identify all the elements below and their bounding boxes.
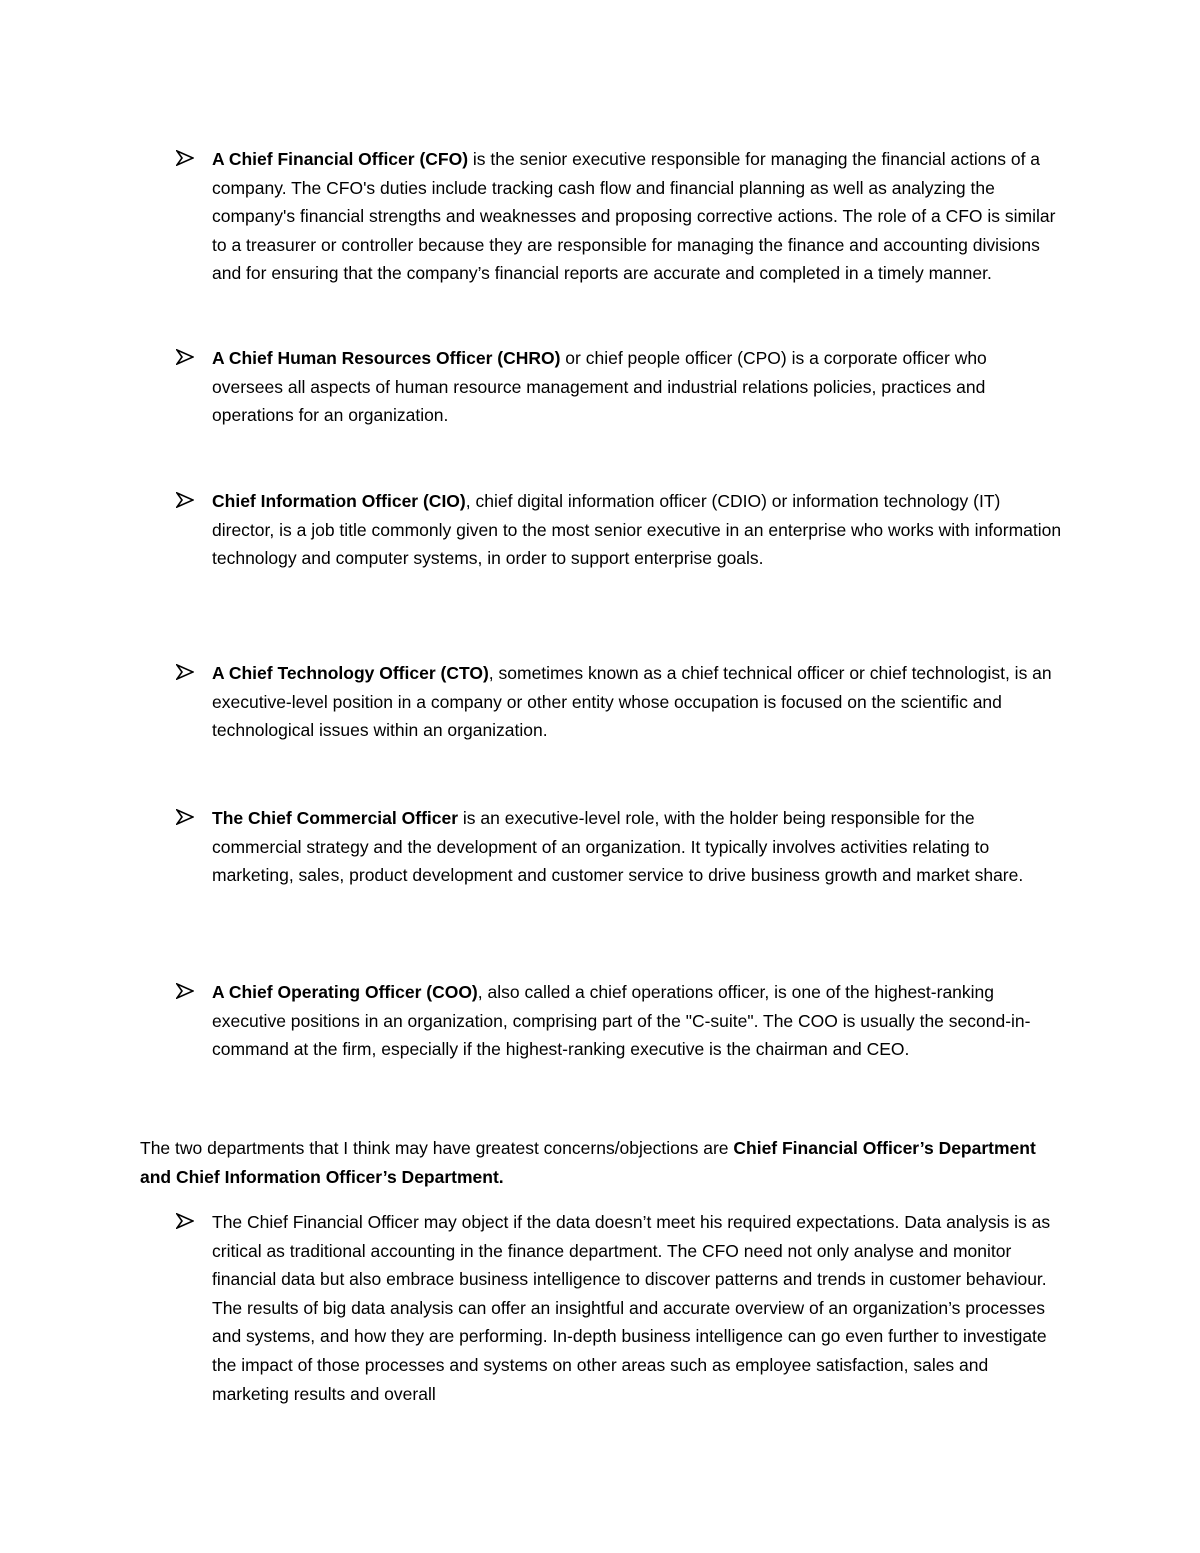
term-label: The Chief Commercial Officer	[212, 808, 459, 828]
term-label: A Chief Operating Officer (COO)	[212, 982, 478, 1002]
term-label: A Chief Technology Officer (CTO)	[212, 663, 489, 683]
arrowhead-bullet-icon	[176, 349, 194, 365]
list-item-text	[212, 659, 1062, 745]
term-description: or chief people officer (CPO) is a corporate officer who oversees all aspects of human resource management and industrial relations policies, practices and operations for an organization.	[212, 348, 987, 426]
summary-paragraph	[140, 1134, 1040, 1191]
term-description: , also called a chief operations officer, is one of the highest-ranking executive positions in an organization, comprising part of the "C-suite". The COO is usually the second-in-command at the firm, especially if the highest-ranking executive is the chairman and CEO.	[212, 982, 1031, 1060]
arrowhead-bullet-icon	[176, 664, 194, 680]
arrowhead-bullet-icon	[176, 150, 194, 166]
term-label: A Chief Human Resources Officer (CHRO)	[212, 348, 561, 368]
list-item-text	[212, 145, 1062, 288]
list-item-text	[212, 344, 1062, 430]
list-item-text: The Chief Financial Officer may object if the data doesn’t meet his required expectations. Data analysis is as critical as traditional accounting in the finance department. The CFO need not only analyse and monitor financial data but also embrace business intelligence to discover patterns and trends in customer behaviour. The results of big data analysis can offer an insightful and accurate overview of an organization’s processes and systems, and how they are performing. In-depth business intelligence can go even further to investigate the impact of those processes and systems on other areas such as employee satisfaction, sales and marketing results and overall	[212, 1212, 1051, 1404]
arrowhead-bullet-icon	[176, 1213, 194, 1229]
arrowhead-bullet-icon	[176, 983, 194, 999]
arrowhead-bullet-icon	[176, 809, 194, 825]
term-description: , sometimes known as a chief technical officer or chief technologist, is an executive-level position in a company or other entity whose occupation is focused on the scientific and technological issues within an organization.	[212, 663, 1052, 741]
term-description: is the senior executive responsible for managing the financial actions of a company. The CFO's duties include tracking cash flow and financial planning as well as analyzing the company's financial strengths and weaknesses and proposing corrective actions. The role of a CFO is similar to a treasurer or controller because they are responsible for managing the finance and accounting divisions and for ensuring that the company’s financial reports are accurate and completed in a timely manner.	[212, 149, 1056, 284]
term-label: A Chief Financial Officer (CFO)	[212, 149, 469, 169]
summary-lead: The two departments that I think may have greatest concerns/objections are	[140, 1138, 734, 1158]
term-description: is an executive-level role, with the holder being responsible for the commercial strategy and the development of an organization. It typically involves activities relating to marketing, sales, product development and customer service to drive business growth and market share.	[212, 808, 1024, 886]
term-description: , chief digital information officer (CDIO) or information technology (IT) director, is a job title commonly given to the most senior executive in an enterprise who works with information technology and computer systems, in order to support enterprise goals.	[212, 491, 1062, 569]
summary-bold: Chief Financial Officer’s Department and Chief Information Officer’s Department.	[140, 1138, 1036, 1187]
list-item-text	[212, 978, 1062, 1064]
term-label: Chief Information Officer (CIO)	[212, 491, 466, 511]
list-item-text	[212, 487, 1062, 573]
list-item-text	[212, 804, 1062, 890]
arrowhead-bullet-icon	[176, 492, 194, 508]
